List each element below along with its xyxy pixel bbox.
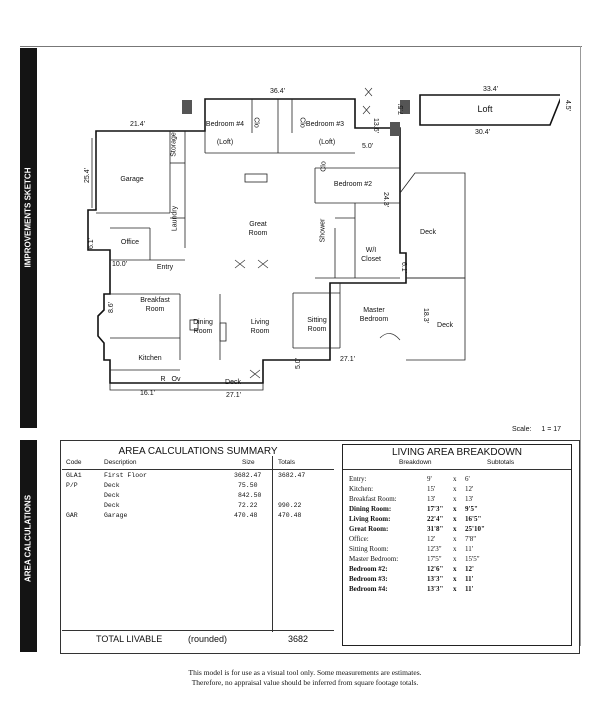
breakdown-row [349, 575, 519, 585]
breakdown-room-name: Entry: [349, 475, 367, 483]
summary-description: Garage [104, 512, 128, 519]
dimension-label: 4.5' [564, 99, 572, 112]
total-livable-value: 3682 [288, 634, 309, 644]
closet-label-2: Clo [298, 117, 306, 128]
room-living: Living Room [250, 319, 270, 335]
breakdown-dim-a: 31'8" [427, 525, 444, 533]
breakdown-row [349, 545, 519, 555]
breakdown-x: x [453, 565, 457, 573]
col-size-header: Size [242, 459, 255, 466]
breakdown-room-name: Office: [349, 535, 369, 543]
breakdown-dim-b: 13' [465, 495, 474, 503]
summary-size: 842.50 [238, 492, 262, 499]
room-bedroom-4: Bedroom #4 [205, 121, 245, 128]
summary-row [62, 512, 334, 522]
summary-total: 990.22 [278, 502, 302, 509]
total-livable-rounded: (rounded) [188, 634, 228, 644]
breakdown-room-name: Kitchen: [349, 485, 374, 493]
breakdown-x: x [453, 575, 457, 583]
dimension-label: 25.4' [83, 168, 91, 183]
col-description-header: Description [104, 459, 137, 466]
dimension-label: 8.6' [108, 301, 116, 314]
room-walk-in-closet: W/I Closet [361, 247, 381, 263]
room-great-room: Great Room [248, 221, 268, 237]
dimension-label: 24.3' [381, 192, 389, 207]
room-breakfast: Breakfast Room [140, 297, 170, 313]
breakdown-dim-b: 11' [465, 575, 474, 583]
page-top-rule [20, 46, 582, 47]
room-bedroom-2: Bedroom #2 [333, 181, 373, 188]
breakdown-row [349, 565, 519, 575]
disclaimer [60, 668, 550, 688]
breakdown-room-name: Living Room: [349, 515, 391, 523]
breakdown-dim-b: 11' [465, 585, 474, 593]
breakdown-row [349, 555, 519, 565]
disclaimer-line-1: This model is for use as a visual tool only. Some measurements are estimates. [188, 668, 422, 677]
summary-size: 3682.47 [234, 472, 262, 479]
sketch-side-label: IMPROVEMENTS SKETCH [23, 167, 33, 268]
dimension-label: 18.3' [421, 308, 429, 323]
breakdown-row [349, 505, 519, 515]
breakdown-room-name: Sitting Room: [349, 545, 389, 553]
breakdown-title: LIVING AREA BREAKDOWN [391, 447, 523, 458]
summary-row [62, 482, 334, 492]
breakdown-room-name: Dining Room: [349, 505, 392, 513]
summary-size: 75.50 [238, 482, 258, 489]
breakdown-dim-b: 9'5" [465, 505, 478, 513]
dimension-label: 27.1' [340, 356, 355, 363]
area-summary-panel [62, 442, 334, 650]
closet-label-3: Clo [320, 161, 328, 172]
summary-total: 3682.47 [278, 472, 306, 479]
breakdown-x: x [453, 525, 457, 533]
breakdown-row [349, 515, 519, 525]
closet-label-1: Clo [252, 117, 260, 128]
room-entry: Entry [156, 264, 174, 271]
scale-value: 1 = 17 [541, 426, 562, 433]
sketch-sidebar [20, 48, 37, 428]
breakdown-row [349, 525, 519, 535]
breakdown-dim-a: 12'3" [427, 545, 442, 553]
breakdown-dim-b: 16'5" [465, 515, 482, 523]
breakdown-room-name: Breakfast Room: [349, 495, 397, 503]
summary-description: Deck [104, 502, 120, 509]
area-summary-title: AREA CALCULATIONS SUMMARY [118, 446, 278, 457]
breakdown-row [349, 535, 519, 545]
page-right-rule [580, 46, 581, 646]
total-livable-rule [62, 630, 334, 631]
breakdown-dim-b: 7'8" [465, 535, 477, 543]
room-deck-far: Deck [437, 322, 453, 329]
breakdown-dim-a: 17'3" [427, 505, 444, 513]
summary-row [62, 492, 334, 502]
breakdown-x: x [453, 475, 457, 483]
summary-size: 72.22 [238, 502, 258, 509]
room-loft: Loft [477, 104, 493, 114]
dimension-label: 5.0' [362, 143, 374, 150]
subtotals-col-header: Subtotals [487, 459, 515, 466]
breakdown-dim-a: 15' [427, 485, 436, 493]
breakdown-dim-b: 6' [465, 475, 470, 483]
breakdown-room-name: Bedroom #2: [349, 565, 388, 573]
col-code-header: Code [66, 459, 82, 466]
breakdown-dim-a: 22'4" [427, 515, 444, 523]
summary-row [62, 502, 334, 512]
breakdown-x: x [453, 555, 457, 563]
breakdown-dim-b: 25'10" [465, 525, 485, 533]
breakdown-x: x [453, 495, 457, 503]
summary-row [62, 472, 334, 482]
room-master-bedroom: Master Bedroom [359, 307, 389, 323]
breakdown-dim-b: 12' [465, 485, 474, 493]
breakdown-room-name: Bedroom #3: [349, 575, 388, 583]
room-laundry: Laundry [171, 205, 179, 232]
room-storage: Storage [170, 132, 178, 157]
room-sitting: Sitting Room [307, 317, 327, 333]
disclaimer-line-2: Therefore, no appraisal value should be inferred from square footage totals. [191, 678, 419, 687]
room-dining: Dining Room [193, 319, 213, 335]
dimension-label: 30.4' [475, 129, 490, 136]
summary-size: 470.48 [234, 512, 258, 519]
area-sidebar [20, 440, 37, 652]
breakdown-rows [349, 475, 519, 605]
breakdown-row [349, 475, 519, 485]
breakdown-x: x [453, 485, 457, 493]
breakdown-row [349, 495, 519, 505]
breakdown-x: x [453, 535, 457, 543]
room-deck-bottom: Deck [225, 379, 241, 386]
dimension-label: 6.1' [400, 261, 408, 274]
dimension-label: 36.4' [270, 88, 285, 95]
scale-label: Scale: [512, 426, 532, 433]
dimension-label: 33.4' [483, 86, 498, 93]
breakdown-x: x [453, 585, 457, 593]
area-summary-header-rule [62, 469, 334, 470]
breakdown-x: x [453, 505, 457, 513]
breakdown-dim-a: 13'3" [427, 575, 444, 583]
total-livable-label: TOTAL LIVABLE [96, 634, 163, 644]
room-shower: Shower [319, 218, 327, 243]
breakdown-row [349, 485, 519, 495]
breakdown-room-name: Great Room: [349, 525, 389, 533]
total-livable-row [62, 634, 334, 648]
breakdown-dim-b: 12' [465, 565, 474, 573]
breakdown-x: x [453, 515, 457, 523]
breakdown-dim-a: 12'6" [427, 565, 444, 573]
room-bedroom-3: Bedroom #3 [305, 121, 345, 128]
room-bedroom-3-loft: (Loft) [318, 139, 336, 146]
room-garage: Garage [120, 176, 144, 183]
room-bedroom-4-loft: (Loft) [216, 139, 234, 146]
dimension-label: 13.6' [371, 118, 379, 133]
summary-description: Deck [104, 492, 120, 499]
summary-description: First Floor [104, 472, 147, 479]
dimension-label: 21.4' [130, 121, 145, 128]
summary-code: GLA1 [66, 472, 82, 479]
breakdown-col-header: Breakdown [399, 459, 432, 466]
summary-code: GAR [66, 512, 78, 519]
scale-readout [512, 426, 561, 433]
breakdown-room-name: Bedroom #4: [349, 585, 388, 593]
area-side-label: AREA CALCULATIONS [23, 494, 33, 583]
dimension-label: 7.5' [398, 103, 406, 116]
breakdown-dim-a: 12' [427, 535, 436, 543]
breakdown-x: x [453, 545, 457, 553]
room-office: Office [120, 239, 140, 246]
fridge-label: R [160, 376, 166, 383]
breakdown-dim-a: 13' [427, 495, 436, 503]
summary-description: Deck [104, 482, 120, 489]
oven-label: Ov [171, 376, 181, 383]
dimension-label: 16.1' [140, 390, 155, 397]
dimension-label: 5.0' [295, 357, 303, 370]
summary-total: 470.48 [278, 512, 302, 519]
room-deck-right: Deck [420, 229, 436, 236]
breakdown-dim-a: 13'3" [427, 585, 444, 593]
dimension-label: 10.0' [112, 261, 127, 268]
room-kitchen: Kitchen [138, 355, 162, 362]
col-totals-header: Totals [278, 459, 295, 466]
summary-code: P/P [66, 482, 78, 489]
breakdown-dim-b: 15'5" [465, 555, 480, 563]
breakdown-room-name: Master Bedroom: [349, 555, 399, 563]
breakdown-dim-b: 11' [465, 545, 474, 553]
dimension-label: 27.1' [226, 392, 241, 399]
breakdown-row [349, 585, 519, 595]
dimension-label: 6.1' [88, 237, 96, 250]
breakdown-dim-a: 17'5" [427, 555, 442, 563]
breakdown-header-rule [343, 469, 571, 470]
living-area-breakdown-panel [342, 444, 572, 646]
breakdown-dim-a: 9' [427, 475, 432, 483]
